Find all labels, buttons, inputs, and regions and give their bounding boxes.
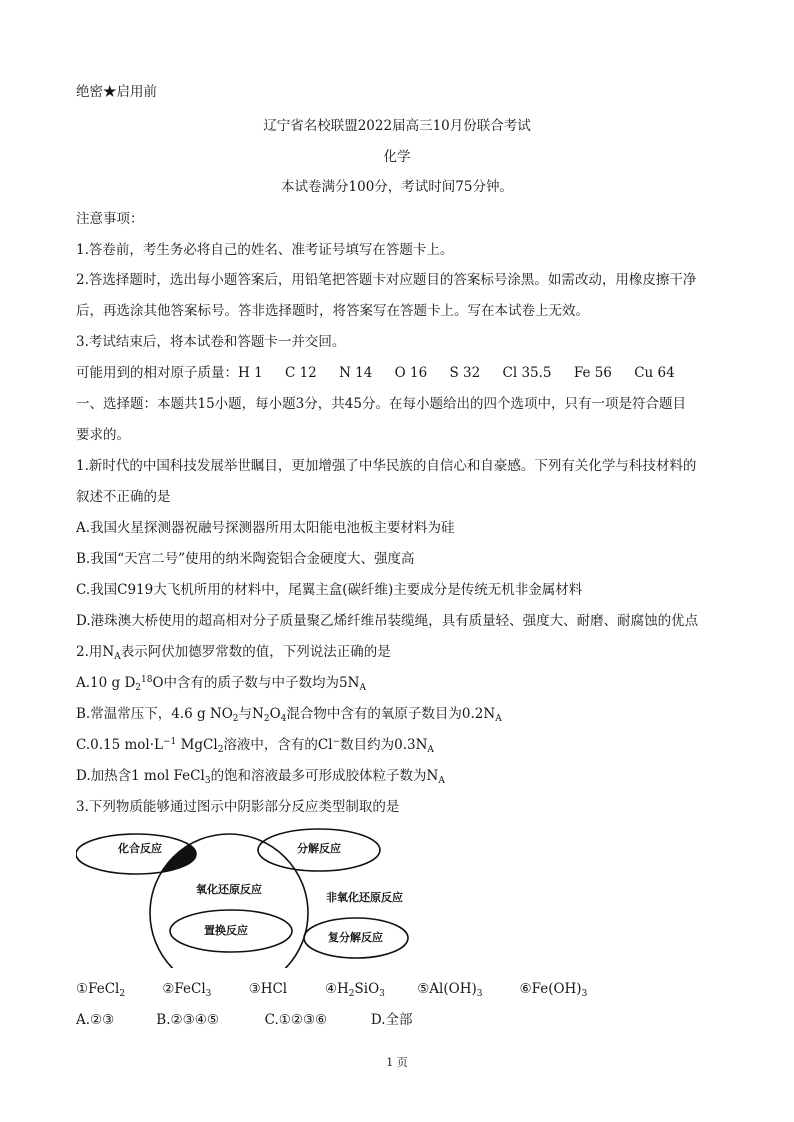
q2-option-c: C.0.15 $mol\cdot L^{-1}$ MgCl$_2$溶液中，含有的Cl−数目约为$0.3N_A$ <box>76 737 434 755</box>
substance-item: ③HCl <box>248 981 288 997</box>
mass-item: N 14 <box>339 365 373 381</box>
label-displacement: 置换反应 <box>204 924 248 937</box>
q1-option-d: D.港珠澳大桥使用的超高相对分子质量聚乙烯纤维吊装缆绳，具有质量轻、强度大、耐磨、耐腐蚀的优点 <box>76 613 699 629</box>
notes-heading: 注意事项： <box>76 211 144 227</box>
q1-option-a: A.我国火星探测器祝融号探测器所用太阳能电池板主要材料为硅 <box>76 520 455 536</box>
note-3: 3.考试结束后，将本试卷和答题卡一并交回。 <box>76 334 346 350</box>
subject-title: 化学 <box>383 149 411 165</box>
exam-title: 辽宁省名校联盟2022届高三10月份联合考试 <box>263 118 531 134</box>
substance-item: $④H_2SiO_3$ <box>324 981 385 999</box>
reaction-type-venn-diagram <box>76 828 416 968</box>
redox-circle <box>150 834 308 968</box>
section-heading: 一、选择题：本题共15小题，每小题3分，共45分。在每小题给出的四个选项中，只有一项是符合题目 <box>76 396 686 412</box>
q3-choice-d: D.全部 <box>370 1012 413 1028</box>
substance-item: ②FeCl$_3$ <box>162 981 212 999</box>
label-double-decomposition: 复分解反应 <box>328 931 383 944</box>
note-2-cont: 后，再选涂其他答案标号。答非选择题时，将答案写在答题卡上。写在本试卷上无效。 <box>76 303 589 319</box>
label-non-redox: 非氧化还原反应 <box>326 891 403 904</box>
mass-item: O 16 <box>394 365 428 381</box>
q3-choice-c: C.①②③⑥ <box>264 1012 328 1028</box>
shaded-region <box>150 834 308 968</box>
q1-option-b: B.我国“天宫二号”使用的纳米陶瓷铝合金硬度大、强度高 <box>76 551 415 567</box>
note-2: 2.答选择题时，选出每小题答案后，用铅笔把答题卡对应题目的答案标号涂黑。如需改动，用橡皮擦干净 <box>76 272 697 288</box>
q2-option-a: A.10 g $D_2^{18}O$中含有的质子数与中子数均为$5N_A$ <box>76 675 366 693</box>
substance-item: $⑥Fe(OH)_3$ <box>519 981 588 999</box>
q2-stem: 2.用$N_A$表示阿伏加德罗常数的值，下列说法正确的是 <box>76 644 391 662</box>
q3-stem: 3.下列物质能够通过图示中阴影部分反应类型制取的是 <box>76 799 400 815</box>
mass-item: S 32 <box>449 365 481 381</box>
mass-item: Fe 56 <box>573 365 612 381</box>
label-redox: 氧化还原反应 <box>196 883 262 896</box>
q3-choice-a: A.②③ <box>76 1012 115 1028</box>
q3-choice-b: B.②③④⑤ <box>156 1012 219 1028</box>
q1-option-c: C.我国C919大飞机所用的材料中，尾翼主盒(碳纤维)主要成分是传统无机非金属材料 <box>76 582 583 598</box>
q1-stem: 1.新时代的中国科技发展举世瞩目，更加增强了中华民族的自信心和自豪感。下列有关化学与科技材料的 <box>76 458 697 474</box>
score-note: 本试卷满分100分，考试时间75分钟。 <box>281 179 513 195</box>
substance-item: ①FeCl$_2$ <box>76 981 126 999</box>
q2-option-b: B.常温常压下，4.6 g $NO_2$与$N_2O_4$混合物中含有的氧原子数目为$0.2N_A$ <box>76 706 502 724</box>
mass-item: Cl 35.5 <box>502 365 552 381</box>
page-number: 1 页 <box>386 1056 408 1069</box>
secret-label: 绝密★启用前 <box>76 84 157 100</box>
atomic-masses <box>76 364 675 382</box>
mass-item: Cu 64 <box>634 365 675 381</box>
label-combination: 化合反应 <box>118 842 162 855</box>
substance-item: $⑤Al(OH)_3$ <box>417 981 483 999</box>
mass-item: H 1 <box>238 365 263 381</box>
q3-choices <box>76 1011 413 1029</box>
atomic-masses-label: 可能用到的相对原子质量： <box>76 365 238 381</box>
label-decomposition: 分解反应 <box>297 842 341 855</box>
note-1: 1.答卷前，考生务必将自己的姓名、准考证号填写在答题卡上。 <box>76 242 454 258</box>
mass-item: C 12 <box>284 365 317 381</box>
section-heading-cont: 要求的。 <box>76 427 130 443</box>
q3-substances <box>76 980 587 998</box>
q1-stem-cont: 叙述不正确的是 <box>76 489 171 505</box>
q2-option-d: D.加热含1 mol FeCl$_3$的饱和溶液最多可形成胶体粒子数为$N_A$ <box>76 768 445 786</box>
